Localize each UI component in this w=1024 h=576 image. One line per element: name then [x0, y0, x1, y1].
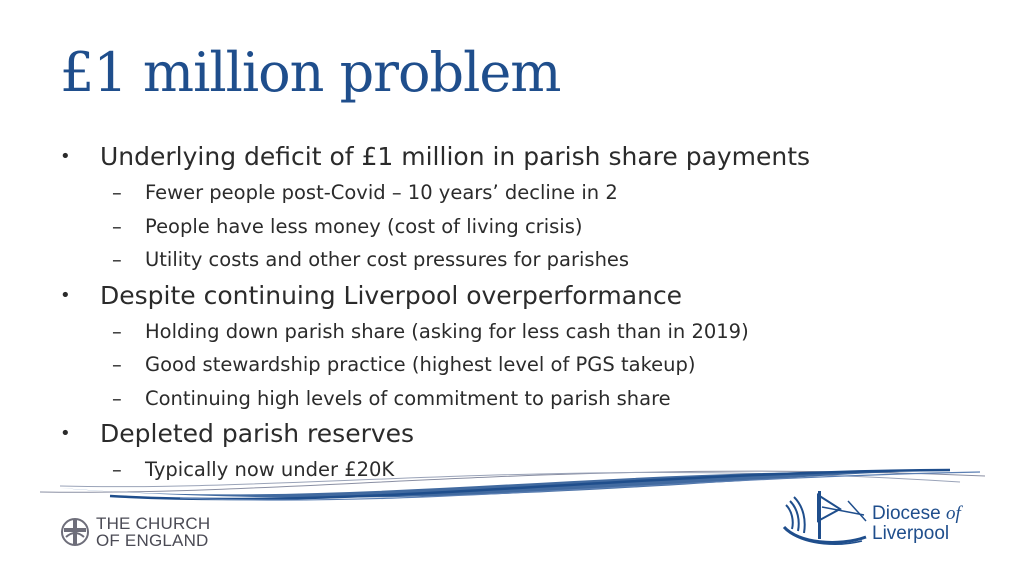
bullet-text: Despite continuing Liverpool overperformance — [100, 280, 683, 310]
dash-marker: – — [112, 214, 122, 238]
dash-marker: – — [112, 248, 122, 271]
bullet-list — [60, 138, 960, 487]
sub-bullet-item — [60, 243, 960, 277]
church-logo-text — [96, 515, 210, 549]
diocese-logo-text — [872, 504, 961, 544]
sub-bullet-item — [60, 210, 960, 244]
bullet-marker: • — [60, 284, 71, 306]
sub-bullet-item — [60, 176, 960, 210]
church-logo-line1: THE CHURCH — [96, 514, 211, 533]
bullet-item — [60, 138, 960, 176]
bullet-marker: • — [60, 423, 71, 444]
ship-icon — [778, 485, 870, 553]
sub-bullet-text: Holding down parish share (asking for less cash than in 2019) — [145, 319, 749, 343]
bullet-marker: • — [60, 146, 71, 167]
bullet-item — [60, 415, 960, 453]
bullet-text: Depleted parish reserves — [100, 419, 415, 448]
dash-marker: – — [112, 386, 122, 410]
dash-marker: – — [112, 181, 122, 204]
bullet-item — [60, 277, 960, 315]
church-logo-line2: OF ENGLAND — [96, 531, 209, 550]
diocese-logo-line1: Diocese — [872, 503, 941, 524]
sub-bullet-item — [60, 348, 960, 382]
dash-marker: – — [112, 458, 122, 481]
diocese-logo-line2: Liverpool — [872, 523, 950, 544]
sub-bullet-item — [60, 315, 960, 349]
dash-marker: – — [112, 319, 122, 343]
sub-bullet-text: Good stewardship practice (highest level of PGS takeup) — [145, 353, 696, 376]
church-cross-icon — [60, 517, 90, 547]
church-of-england-logo — [60, 512, 210, 552]
sub-bullet-text: Continuing high levels of commitment to parish share — [145, 386, 671, 410]
sub-bullet-text: Fewer people post-Covid – 10 years’ decline in 2 — [145, 181, 618, 204]
dash-marker: – — [112, 353, 122, 376]
bullet-text: Underlying deficit of £1 million in parish share payments — [100, 142, 811, 171]
sub-bullet-item — [60, 382, 960, 416]
diocese-logo-of: of — [945, 503, 961, 524]
diocese-of-liverpool-logo — [778, 484, 961, 554]
sub-bullet-text: Typically now under £20K — [145, 458, 395, 481]
slide-title: £1 million problem — [60, 41, 561, 104]
sub-bullet-text: People have less money (cost of living crisis) — [145, 214, 583, 238]
sub-bullet-text: Utility costs and other cost pressures for parishes — [145, 248, 630, 271]
